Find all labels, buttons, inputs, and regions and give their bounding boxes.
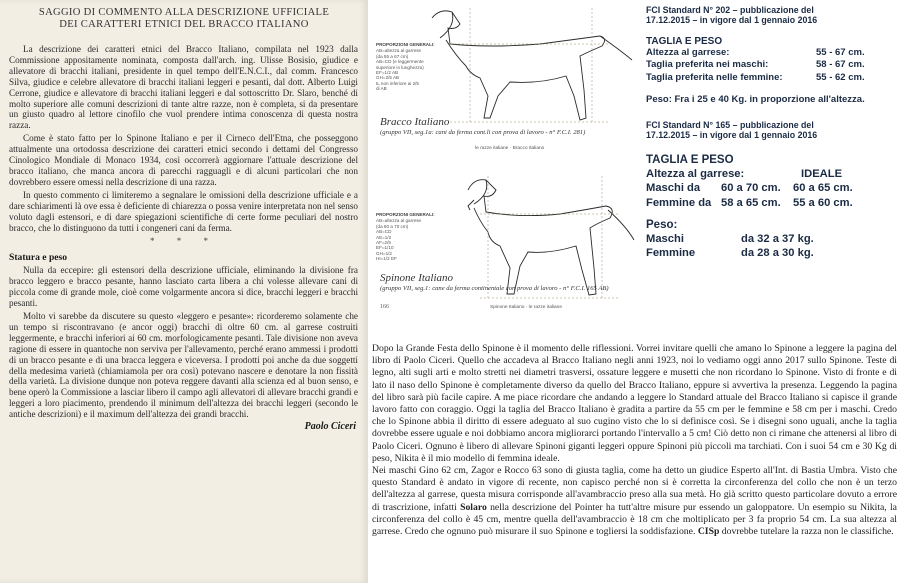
spinone-group: (gruppo VII, seg.1: cane da ferma continentale con prova di lavoro - n° F.C.I. 165 AB) [380,285,609,292]
males-weight-row [646,232,900,246]
row-label: Maschi [646,232,684,245]
article-text-segment: nella descrizione del Pointer ha tutt'altre misure pur essendo un galoppatore. Un esempio su Nikita, la circonferenza del collo è 45 cm, mentre quella dell'avambraccio è 18 cm che moltiplicato per 3 fa proprio 54 cm. La sua altezza al garrese. Credo che ognuno può misurare il suo Spinone e togliersi la soddisfazione. [372,501,897,538]
proportion-line: HI=1/2 EF [376,256,397,262]
article-text-segment: Nei maschi Gino 62 cm, Zagor e Rocco 63 sono di giusta taglia, come ha detto un giudice Esperto all'Int. di Bastia Umbra. Visto che questo Standard è andato in vigore di recente, non capisco perché non si è corretta la circonferenza del collo che non è un terzo dell'altezza al garrese, questa misura corrisponde all'avambraccio preso alla sua metà. Ho già scritto questo particolare dovuto a errore di trascrizione, infatti [372,465,897,513]
bracco-proportions [376,42,456,92]
title-line-1: SAGGIO DI COMMENTO ALLA DESCRIZIONE UFFICIALE [38,7,330,18]
proportion-line: GH=1/2 [376,250,392,256]
row-value: 58 - 67 cm. [816,59,865,71]
standard-202-header [646,5,900,26]
article-text-segment: dovrebbe tutelare la razza non le classifiche. [719,526,894,538]
weight-note: Peso: Fra i 25 e 40 Kg. in proporzione all'altezza. [646,94,865,106]
standard-165-header [646,120,900,141]
row-value: 60 a 70 cm. [721,182,781,195]
proportion-line: EF=1/10 [376,245,394,251]
bracco-plate [370,0,644,160]
row-label: Femmine [646,247,696,260]
row-label: Taglia preferita nelle femmine: [646,71,783,83]
spinone-caption: Spinone Italiano · le razze italiane [490,305,562,310]
row-label: Altezza al garrese: [646,46,730,58]
males-height-row [646,181,900,195]
size-weight-heading: TAGLIA E PESO [646,35,723,47]
proportion-line: GH=2/5 AB [376,75,400,81]
proportion-line: (da 55 a 67 cm) [376,53,409,59]
row-label: Taglia preferita nei maschi: [646,59,769,71]
proportion-line: AB=altezza al garrese [376,218,422,224]
third-paragraph: In questo commento ci limiteremo a segnalare le omissioni della descrizione ufficiale e a dare schiarimenti là ove essa è deficiente di chiarezza o possa venire interpretata non nel senso voluto dagli estensori, e di dare spiegazioni scientifiche di certe forme peculiari del nostro bracco, che lo distinguono da tutti i congeneri cani da ferma. [9,189,358,233]
proportion-line: AE=1/2 [376,234,392,240]
article-text [372,343,897,538]
bracco-caption: le razze italiane · Bracco Italiano [475,146,545,151]
fourth-paragraph: Nulla da eccepire: gli estensori della descrizione ufficiale, eliminando la divisione fra bracco leggero e bracco pesante, hanno lasciato carta libera a chi volesse allevare cani di piccola come di grande mole, cioè come volgarmente ancora si dice, bracchi leggeri e bracchi pesanti. [9,265,358,309]
size-weight-heading-2: TAGLIA E PESO [646,153,734,166]
proportion-line: AF=2/5 [376,240,391,246]
article-paragraph-1: Dopo la Grande Festa dello Spinone è il momento delle riflessioni. Vorrei invitare quelli che amano lo Spinone a leggere la pagina del libro di Paolo Ciceri. Quello che accadeva al Bracco Italiano negli anni 1923, noi lo vediamo oggi anno 2017 sullo Spinone. Teste di legno, alti sugli arti e molto stretti nei diametri trasversi, ossature leggere e musetti che non ricordano lo Spinone. Visto di fronte e di lato il naso dello Spinone è completamente diverso da quello del Bracco Italiano, eppure si avvertiva la presenza. Leggendo la pagina del libro sarà più facile capire. A me piace ricordare che andando a leggere lo Standard attuale del Bracco Italiano si capisce il grande lavoro fatto con coraggio. Oggi la taglia del Bracco Italiano è gradita a partire da 55 cm per le femmine e 58 cm per i maschi. Credo che lo Spinone abbia il diritto di essere adeguato al suo cugino visto che lo si definisce così. Se i disegni sono uguali, anche la taglia dovrebbe essere uguale e noi dobbiamo ancora migliorarci portando l'intervallo a 5 cm! Ciò detto non ci rimane che attenersi al libro di Paolo Ciceri. Ognuno è libero di allevare Spinoni giganti leggeri oppure Spinoni più piccoli ma tarchiati. Con i suoi 54 cm e 30 Kg di peso, Nikita è il mio modello di femmina ideale. [372,343,897,464]
row-value: 58 a 65 cm. [721,196,781,209]
row-ideal: 60 a 65 cm. [793,182,853,195]
title-line-2: DEI CARATTERI ETNICI DEL BRACCO ITALIANO [59,19,309,30]
section-heading: Statura e peso [9,252,68,264]
fifth-paragraph: Molto vi sarebbe da discutere su questo «leggero e pesante»: ricorderemo solamente che un tempo si riscontravano (e ancor oggi) bracchi di oltre 60 cm. al garrese costruiti leggermente, e bracchi inferiori ai 60 cm. morfologicamente pesanti. Tale divisione non aveva ragione di essere in quantoche non serviva per l'allevamento, perché erano ammessi i prodotti di un bracco pesante e di una bracca leggera e viceversa. I prodotti poi anche da due soggetti della medesima varietà (chiamiamola per ora così) potevano nascere e denotare la non fissità della varietà. La divisione dunque non poteva reggere davanti alla scienza ed al buon senso, e bene operò la Commissione a lasciar libero il campo agli allevatori di allevare bracchi grandi e leggeri a loro piacimento, prendendo il minimum dell'altezza dei bracchi leggeri (secondo le antiche descrizioni) e il maximum dell'altezza dei grandi bracchi. [9,311,358,420]
second-paragraph: Come è stato fatto per lo Spinone Italiano e per il Cirneco dell'Etna, che posseggono attualmente una ortodossa descrizione dei caratteri etnici secondo i dettami del Congresso Cinologico Mondiale di Monaco 1934, così occorrerà aggiornare l'attuale descrizione del bracco italiano, che manca ancora di parecchi ragguagli e di alcuni particolari che non dovrebbero essere omessi nella descrizione di una razza. [9,133,358,187]
scanned-book-page [0,0,368,583]
section-divider: * * * [150,236,218,247]
row-value: da 32 a 37 kg. [741,232,814,245]
row-value: 55 - 67 cm. [816,46,865,58]
proportion-line: di AB [376,86,387,92]
solaro-highlight: Solaro [460,501,487,513]
males-size-row [646,59,900,72]
proportion-line: (da 60 a 70 cm) [376,223,409,229]
intro-paragraph: La descrizione dei caratteri etnici del Bracco Italiano, compilata nel 1923 dalla Commissione appositamente nominata, composta dall'arch. ing. Ulisse Bosisio, giudice e allevatore di bracchi italiani, presidente in quel tempo dell'E.N.C.I., dal comm. Francesco Silva, giudice e celebre allevatore di bracchi italiani leggeri e pesanti, dal dott. Alberto Luigi Cerrone, giudice e allevatore di bracchi italiani leggeri e dal sottoscritto Dr. Slaro, benché di molto superiore alle comuni descrizioni di tante altre razze, non è completa, si da presentare un giusto quadro al lettore cinofilo che vuol prendere intima conoscenza di questa nostra razza. [9,44,358,131]
proportion-line: superiore in lunghezza) [376,64,424,70]
page-title [0,7,368,31]
standard-line: FCI Standard N° 202 – pubblicazione del [646,5,814,15]
dog-drawings-page [370,0,644,338]
height-row [646,47,900,60]
height-header-row [646,167,900,181]
row-label: Maschi da [646,182,701,195]
article-paragraph-2 [372,465,897,538]
cisp-highlight: CISp [697,526,720,538]
weight-label: Peso: [646,218,678,231]
proportions-heading: PROPORZIONI GENERALI: [376,212,435,217]
standard-line: 17.12.2015 – in vigore dal 1 gennaio 2016 [646,15,818,26]
ideal-label: IDEALE [801,167,843,180]
proportion-line: EF=1/2 AB [376,70,399,76]
spinone-proportions [376,212,456,262]
standard-line: FCI Standard N° 165 – pubblicazione del [646,120,814,131]
row-label: Femmine da [646,196,712,209]
author-signature: Paolo Ciceri [304,421,356,433]
spinone-plate [370,160,644,338]
height-label: Altezza al garrese: [646,167,745,180]
spinone-breed-name: Spinone Italiano [380,272,454,284]
standards-column [646,0,900,338]
row-value: da 28 a 30 kg. [741,247,814,260]
proportion-line: IL non inferiore ai 2/5 [376,80,419,86]
proportion-line: AB=altezza al garrese [376,48,422,54]
females-size-row [646,72,900,85]
bracco-group: (gruppo VII, seg.1a: cani da ferma cont.li con prova di lavoro - n° F.C.I. 281) [380,129,586,136]
bracco-breed-name: Bracco Italiano [380,116,450,128]
females-height-row [646,196,900,210]
proportion-line: AB=CD [376,229,392,235]
proportion-line: AB=CD (e leggermente [376,59,424,65]
standard-line: 17.12.2015 – in vigore dal 1 gennaio 2016 [646,130,818,141]
proportions-heading: PROPORZIONI GENERALI: [376,42,435,47]
row-ideal: 55 a 60 cm. [793,196,853,209]
females-weight-row [646,246,900,260]
row-value: 55 - 62 cm. [816,71,865,83]
page-number: 166 [380,304,389,310]
